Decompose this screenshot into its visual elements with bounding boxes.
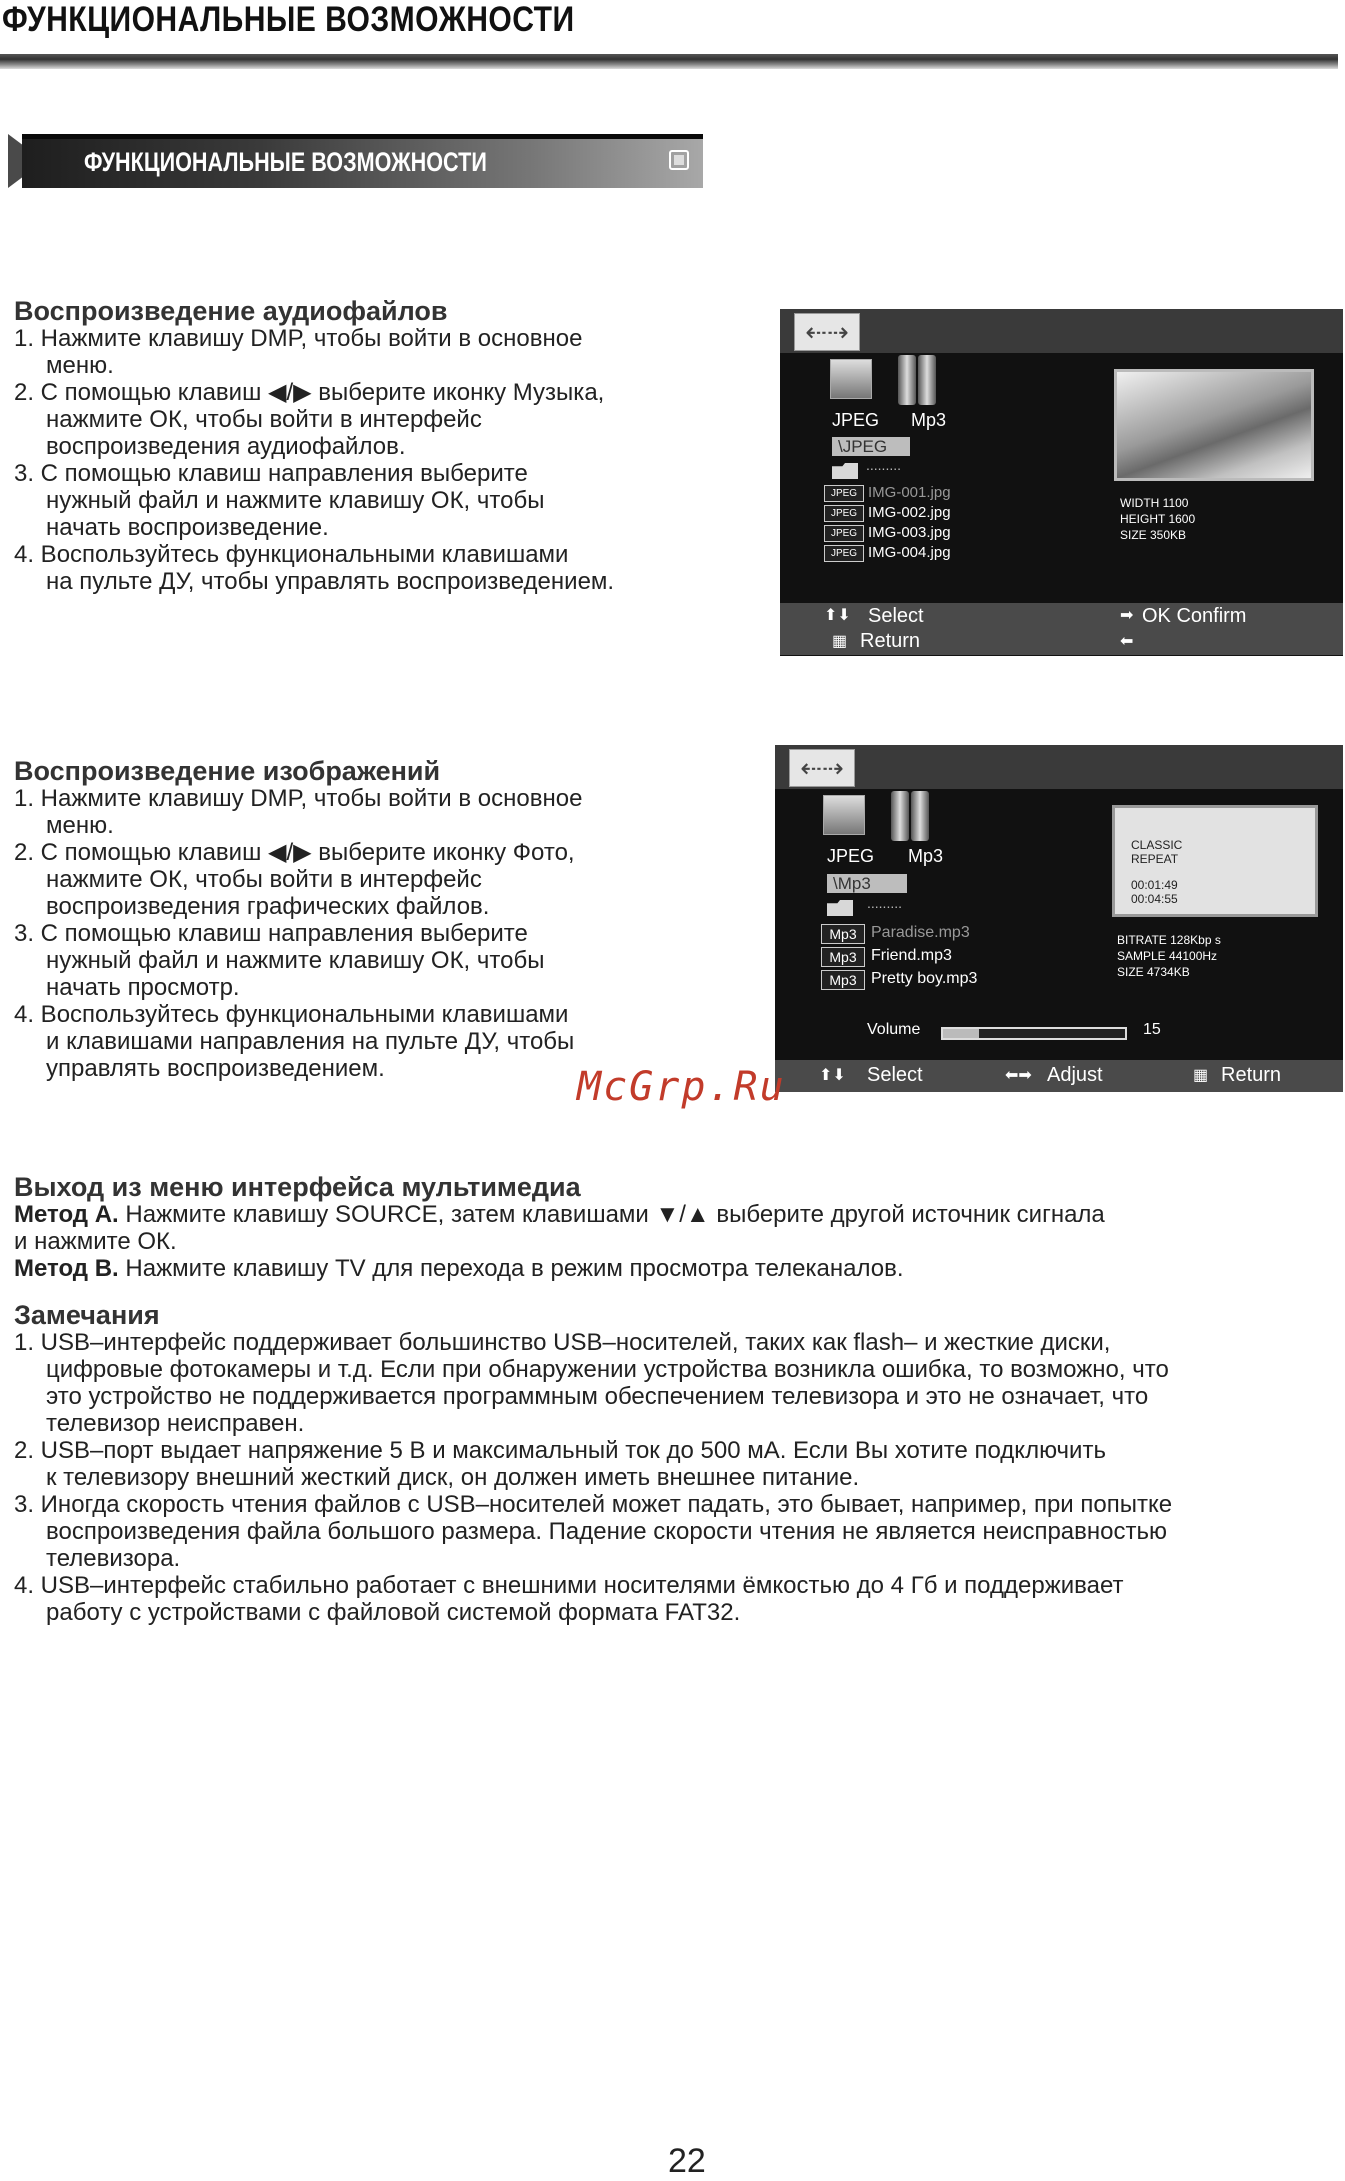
file-item[interactable]: Friend.mp3 [871, 947, 952, 964]
header-rule [0, 54, 1338, 69]
audio-step-1: 1. Нажмите клавишу DMP, чтобы войти в основное [14, 325, 583, 352]
banner-title: ФУНКЦИОНАЛЬНЫЕ ВОЗМОЖНОСТИ [84, 147, 487, 177]
file-item[interactable]: IMG-004.jpg [868, 544, 951, 561]
eq-mode: CLASSIC [1131, 838, 1183, 852]
image-step-4-cont: и клавишами направления на пульте ДУ, чтобы [46, 1028, 575, 1055]
method-a [14, 1201, 1334, 1228]
music-category-icon-2 [911, 791, 929, 841]
mp3-file-icon: Mp3 [821, 970, 865, 990]
image-size: SIZE 350KB [1120, 528, 1187, 542]
file-item[interactable]: Paradise.mp3 [871, 924, 970, 941]
screen-header [775, 745, 1343, 789]
image-step-1-cont: меню. [46, 812, 114, 839]
usb-icon: ⇠⇢ [789, 749, 855, 787]
file-item[interactable]: Pretty boy.mp3 [871, 970, 978, 987]
volume-slider-fill [943, 1029, 979, 1038]
up-down-arrows-icon: ⬆⬇ [819, 1067, 846, 1084]
sample-rate: SAMPLE 44100Hz [1117, 949, 1218, 963]
current-path: \Mp3 [827, 874, 907, 893]
repeat-mode: REPEAT [1131, 852, 1179, 866]
method-b-text: Нажмите клавишу TV для перехода в режим просмотра телеканалов. [118, 1255, 904, 1282]
tab-mp3[interactable]: Mp3 [908, 846, 944, 866]
image-step-2-cont2: воспроизведения графических файлов. [46, 893, 490, 920]
mp3-file-icon: Mp3 [821, 947, 865, 967]
photo-preview-thumbnail [1114, 369, 1314, 481]
watermark: McGrp.Ru [577, 1064, 786, 1110]
audio-step-1-cont: меню. [46, 352, 114, 379]
photo-browser-screen [780, 309, 1343, 656]
playback-info-box [1112, 805, 1318, 917]
notes-section-title: Замечания [14, 1300, 160, 1330]
photo-category-icon[interactable] [823, 795, 865, 835]
audio-step-4-cont: на пульте ДУ, чтобы управлять воспроизведением. [46, 568, 615, 595]
image-step-3: 3. С помощью клавиш направления выберите [14, 920, 528, 947]
image-section-title: Воспроизведение изображений [14, 756, 441, 786]
note-2-cont: к телевизору внешний жесткий диск, он должен иметь внешнее питание. [46, 1464, 860, 1491]
note-3-cont: воспроизведения файла большого размера. Падение скорости чтения не является неисправностью [46, 1518, 1168, 1545]
hint-select: Select [868, 605, 924, 627]
left-arrow-icon: ⬅ [1120, 633, 1134, 650]
music-category-icon-2 [918, 355, 936, 405]
image-playback-section [14, 758, 774, 1082]
audio-step-2-cont: нажмите ОК, чтобы войти в интерфейс [46, 406, 482, 433]
usb-icon: ⇠⇢ [794, 313, 860, 351]
image-height: HEIGHT 1600 [1120, 512, 1196, 526]
image-step-4: 4. Воспользуйтесь функциональными клавишами [14, 1001, 569, 1028]
audio-step-3-cont: нужный файл и нажмите клавишу ОК, чтобы [46, 487, 545, 514]
note-1-cont2: это устройство не поддерживается программным обеспечением телевизора и это не означает, что [46, 1383, 1149, 1410]
note-3: 3. Иногда скорость чтения файлов с USB–носителей может падать, это бывает, например, при попытке [14, 1491, 1173, 1518]
image-step-2-cont: нажмите ОК, чтобы войти в интерфейс [46, 866, 482, 893]
exit-section-title: Выход из меню интерфейса мультимедиа [14, 1172, 581, 1202]
total-time: 00:04:55 [1131, 892, 1178, 906]
jpeg-file-icon: JPEG [824, 545, 864, 562]
image-step-4-cont2: управлять воспроизведением. [46, 1055, 385, 1082]
music-player-screen [775, 745, 1343, 1092]
right-arrow-icon: ➡ [1120, 607, 1134, 624]
section-banner [8, 134, 703, 188]
image-step-3-cont2: начать просмотр. [46, 974, 240, 1001]
method-a-text: Нажмите клавишу SOURCE, затем клавишами ▼/▲ выберите другой источник сигнала [118, 1201, 1105, 1228]
volume-value: 15 [1143, 1021, 1161, 1038]
tab-mp3[interactable]: Mp3 [911, 410, 947, 430]
menu-icon: ▦ [832, 633, 848, 650]
page-title: ФУНКЦИОНАЛЬНЫЕ ВОЗМОЖНОСТИ [2, 0, 575, 39]
note-1: 1. USB–интерфейс поддерживает большинство USB–носителей, таких как flash– и жесткие диски, [14, 1329, 1111, 1356]
screen-header [780, 309, 1343, 353]
file-item[interactable]: IMG-002.jpg [868, 504, 951, 521]
image-step-1: 1. Нажмите клавишу DMP, чтобы войти в основное [14, 785, 583, 812]
note-2: 2. USB–порт выдает напряжение 5 В и максимальный ток до 500 мА. Если Вы хотите подключить [14, 1437, 1106, 1464]
menu-icon: ▦ [1193, 1067, 1209, 1084]
volume-slider[interactable] [941, 1027, 1127, 1040]
left-right-arrows-icon: ⬅➡ [1005, 1067, 1032, 1084]
notes-section [14, 1302, 1334, 1626]
hint-select: Select [867, 1064, 923, 1086]
mp3-file-icon: Mp3 [821, 924, 865, 944]
image-width: WIDTH 1100 [1120, 496, 1189, 510]
page-number: 22 [668, 2142, 706, 2180]
tab-jpeg[interactable]: JPEG [832, 410, 880, 430]
method-b [14, 1255, 1334, 1282]
method-a-label: Метод А. [14, 1201, 119, 1228]
parent-dir-dots: ......... [866, 457, 902, 473]
note-1-cont3: телевизор неисправен. [46, 1410, 305, 1437]
audio-step-2-cont2: воспроизведения аудиофайлов. [46, 433, 406, 460]
music-category-icon[interactable] [891, 791, 909, 841]
note-4: 4. USB–интерфейс стабильно работает с внешними носителями ёмкостью до 4 Гб и поддерживает [14, 1572, 1124, 1599]
file-item[interactable]: IMG-001.jpg [868, 484, 951, 501]
folder-up-icon[interactable] [827, 900, 853, 916]
jpeg-file-icon: JPEG [824, 485, 864, 502]
elapsed-time: 00:01:49 [1131, 878, 1178, 892]
file-size: SIZE 4734KB [1117, 965, 1190, 979]
audio-playback-section [14, 298, 774, 595]
note-1-cont: цифровые фотокамеры и т.д. Если при обнаружении устройства возникла ошибка, то возможно, что [46, 1356, 1169, 1383]
jpeg-file-icon: JPEG [824, 505, 864, 522]
method-b-label: Метод В. [14, 1255, 119, 1282]
music-category-icon[interactable] [898, 355, 916, 405]
audio-step-4: 4. Воспользуйтесь функциональными клавишами [14, 541, 569, 568]
method-a-cont: и нажмите ОК. [14, 1228, 177, 1255]
image-step-3-cont: нужный файл и нажмите клавишу ОК, чтобы [46, 947, 545, 974]
volume-label: Volume [867, 1021, 921, 1038]
tab-jpeg[interactable]: JPEG [827, 846, 875, 866]
audio-section-title: Воспроизведение аудиофайлов [14, 296, 448, 326]
bitrate: BITRATE 128Kbp s [1117, 933, 1221, 947]
audio-step-3-cont2: начать воспроизведение. [46, 514, 329, 541]
note-4-cont: работу с устройствами с файловой системой формата FAT32. [46, 1599, 741, 1626]
parent-dir-dots: ......... [867, 895, 903, 911]
banner-bar [22, 134, 703, 188]
hint-return: Return [860, 630, 921, 652]
jpeg-file-icon: JPEG [824, 525, 864, 542]
current-path: \JPEG [832, 437, 910, 456]
image-step-2: 2. С помощью клавиш ◀/▶ выберите иконку Фото, [14, 839, 575, 866]
screen-footer [775, 1060, 1343, 1092]
hint-confirm: OK Confirm [1142, 605, 1247, 627]
audio-step-3: 3. С помощью клавиш направления выберите [14, 460, 528, 487]
note-3-cont2: телевизора. [46, 1545, 181, 1572]
banner-square-icon [669, 150, 689, 170]
hint-adjust: Adjust [1047, 1064, 1103, 1086]
photo-category-icon[interactable] [830, 359, 872, 399]
folder-up-icon[interactable] [832, 463, 858, 479]
hint-return: Return [1221, 1064, 1282, 1086]
exit-section [14, 1174, 1334, 1282]
up-down-arrows-icon: ⬆⬇ [824, 607, 851, 624]
file-item[interactable]: IMG-003.jpg [868, 524, 951, 541]
audio-step-2: 2. С помощью клавиш ◀/▶ выберите иконку Музыка, [14, 379, 605, 406]
screen-footer [780, 603, 1343, 655]
